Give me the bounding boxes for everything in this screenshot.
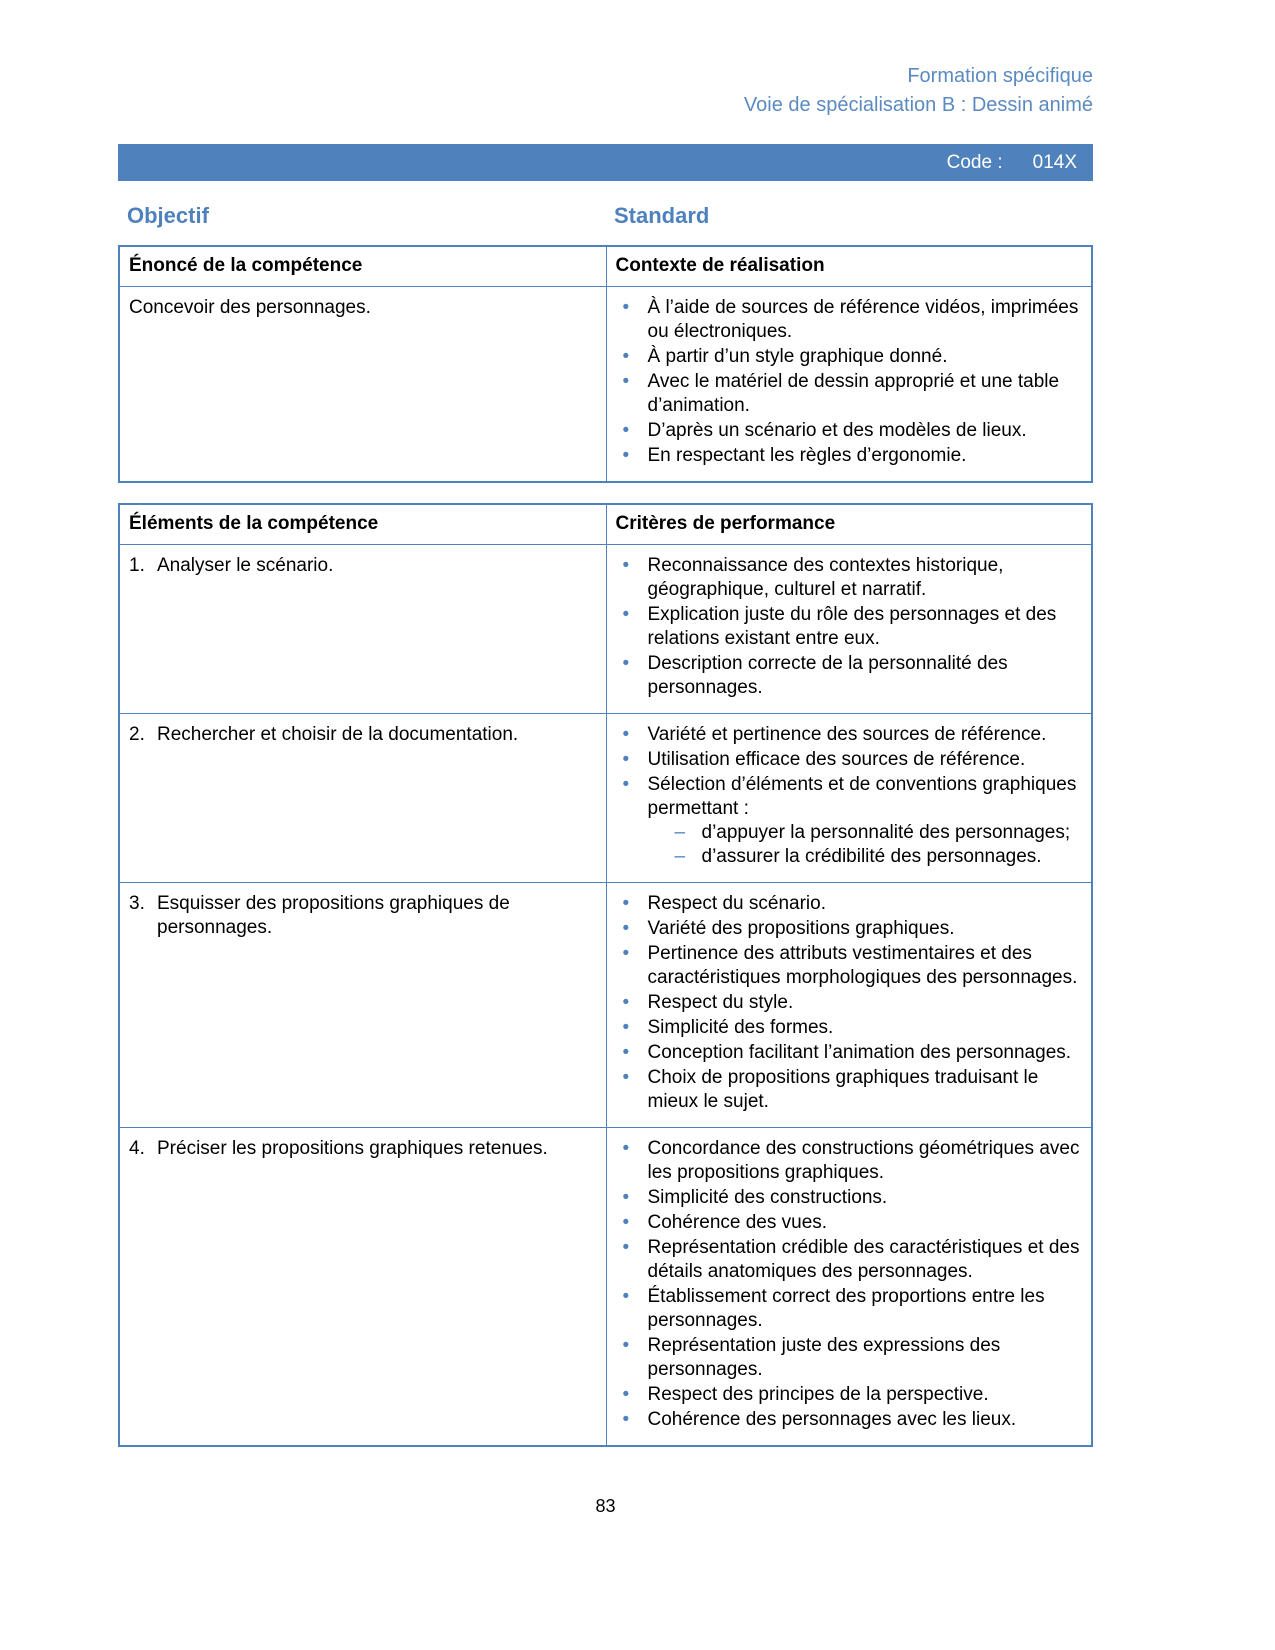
code-value: 014X <box>1032 151 1077 173</box>
bullet-item <box>617 892 1084 916</box>
bullet-text: Variété et pertinence des sources de référence. <box>647 724 1047 745</box>
bullet-item <box>617 1383 1084 1407</box>
bullet-item <box>617 554 1084 602</box>
bullet-text: Conception facilitant l’animation des personnages. <box>647 1042 1072 1063</box>
elements-competence-table <box>118 503 1093 1447</box>
element-cell <box>119 883 606 1128</box>
criteria-cell <box>606 545 1092 714</box>
criteria-cell <box>606 714 1092 883</box>
element-inner <box>129 554 594 578</box>
bullet-item <box>617 748 1084 772</box>
objectif-label: Objectif <box>127 203 209 228</box>
sub-list <box>675 821 1084 869</box>
bullet-text: Respect du style. <box>647 992 794 1013</box>
bullet-item <box>617 296 1084 344</box>
page-number: 83 <box>595 1496 616 1516</box>
bullet-list <box>617 296 1084 468</box>
bullet-item <box>617 652 1084 700</box>
table-header-row <box>119 246 1092 287</box>
bullet-text: Description correcte de la personnalité des personnages. <box>647 653 1008 698</box>
document-header <box>118 62 1093 120</box>
bullet-item <box>617 942 1084 990</box>
element-inner <box>129 892 594 940</box>
item-number: 1. <box>129 555 145 576</box>
header-elements: Éléments de la compétence <box>119 504 606 545</box>
bullet-item <box>617 1236 1084 1284</box>
header-line-2: Voie de spécialisation B : Dessin animé <box>743 94 1093 116</box>
bullet-list <box>617 554 1084 700</box>
bullet-text: En respectant les règles d’ergonomie. <box>647 445 967 466</box>
page-content <box>118 62 1093 1447</box>
bullet-text: Établissement correct des proportions entre les personnages. <box>647 1286 1045 1331</box>
bullet-item <box>617 773 1084 869</box>
header-line-1: Formation spécifique <box>907 65 1093 87</box>
criteria-cell <box>606 1128 1092 1447</box>
table-row <box>119 287 1092 483</box>
bullet-text: Avec le matériel de dessin approprié et une table d’animation. <box>647 371 1060 416</box>
table-row <box>119 883 1092 1128</box>
sub-item: – d’assurer la crédibilité des personnages. <box>675 845 1084 869</box>
bullet-item <box>617 1408 1084 1432</box>
bullet-text: Simplicité des constructions. <box>647 1187 888 1208</box>
element-text: Rechercher et choisir de la documentation. <box>157 724 519 745</box>
bullet-text: D’après un scénario et des modèles de lieux. <box>647 420 1027 441</box>
criteria-cell <box>606 883 1092 1128</box>
bullet-text: Respect des principes de la perspective. <box>647 1384 989 1405</box>
bullet-text: Reconnaissance des contextes historique, géographique, culturel et narratif. <box>647 555 1004 600</box>
bullet-text: Utilisation efficace des sources de référence. <box>647 749 1026 770</box>
bullet-item <box>617 1334 1084 1382</box>
bullet-item <box>617 1211 1084 1235</box>
table-row <box>119 1128 1092 1447</box>
bullet-item <box>617 991 1084 1015</box>
header-criteres: Critères de performance <box>606 504 1092 545</box>
bullet-text: Variété des propositions graphiques. <box>647 918 955 939</box>
bullet-item <box>617 345 1084 369</box>
bullet-item <box>617 1285 1084 1333</box>
table-body <box>119 287 1092 483</box>
code-bar <box>118 144 1093 181</box>
sub-item: – d’appuyer la personnalité des personnages; <box>675 821 1084 845</box>
table-body <box>119 545 1092 1447</box>
bullet-item <box>617 1016 1084 1040</box>
enonce-competence-table <box>118 245 1093 483</box>
bullet-item <box>617 1186 1084 1210</box>
element-text: Préciser les propositions graphiques retenues. <box>157 1138 548 1159</box>
bullet-text: Explication juste du rôle des personnages et des relations existant entre eux. <box>647 604 1057 649</box>
bullet-text: Représentation crédible des caractéristiques et des détails anatomiques des personnages. <box>647 1237 1080 1282</box>
element-text: Concevoir des personnages. <box>129 297 371 318</box>
table-header-row <box>119 504 1092 545</box>
bullet-item <box>617 603 1084 651</box>
bullet-item <box>617 419 1084 443</box>
element-inner <box>129 723 594 747</box>
bullet-text: Cohérence des personnages avec les lieux. <box>647 1409 1017 1430</box>
table-row <box>119 714 1092 883</box>
element-inner <box>129 296 594 320</box>
standard-label: Standard <box>614 203 710 228</box>
bullet-text: À partir d’un style graphique donné. <box>647 346 948 367</box>
element-text: Esquisser des propositions graphiques de personnages. <box>157 893 510 938</box>
bullet-text: Représentation juste des expressions des personnages. <box>647 1335 1001 1380</box>
bullet-item <box>617 723 1084 747</box>
bullet-list <box>617 723 1084 869</box>
element-text: Analyser le scénario. <box>157 555 334 576</box>
bullet-text: À l’aide de sources de référence vidéos, imprimées ou électroniques. <box>647 297 1079 342</box>
bullet-list <box>617 1137 1084 1432</box>
criteria-cell <box>606 287 1092 483</box>
bullet-text: Simplicité des formes. <box>647 1017 834 1038</box>
bullet-text: Sélection d’éléments et de conventions graphiques permettant : <box>647 774 1077 819</box>
bullet-text: Cohérence des vues. <box>647 1212 828 1233</box>
header-contexte: Contexte de réalisation <box>606 246 1092 287</box>
table-row <box>119 545 1092 714</box>
item-number: 3. <box>129 893 145 914</box>
bullet-item <box>617 917 1084 941</box>
bullet-text: Concordance des constructions géométriques avec les propositions graphiques. <box>647 1138 1080 1183</box>
item-number: 4. <box>129 1138 145 1159</box>
bullet-list <box>617 892 1084 1114</box>
header-enonce: Énoncé de la compétence <box>119 246 606 287</box>
item-number: 2. <box>129 724 145 745</box>
bullet-item <box>617 444 1084 468</box>
element-cell <box>119 545 606 714</box>
bullet-item <box>617 1041 1084 1065</box>
bullet-text: Pertinence des attributs vestimentaires et des caractéristiques morphologiques des personnages. <box>647 943 1078 988</box>
element-cell <box>119 714 606 883</box>
section-labels <box>118 203 1093 229</box>
element-cell <box>119 1128 606 1447</box>
bullet-item <box>617 1066 1084 1114</box>
element-cell <box>119 287 606 483</box>
bullet-text: Respect du scénario. <box>647 893 826 914</box>
element-inner <box>129 1137 594 1161</box>
bullet-item <box>617 370 1084 418</box>
bullet-text: Choix de propositions graphiques traduisant le mieux le sujet. <box>647 1067 1039 1112</box>
bullet-item <box>617 1137 1084 1185</box>
code-label: Code : <box>946 151 1003 173</box>
